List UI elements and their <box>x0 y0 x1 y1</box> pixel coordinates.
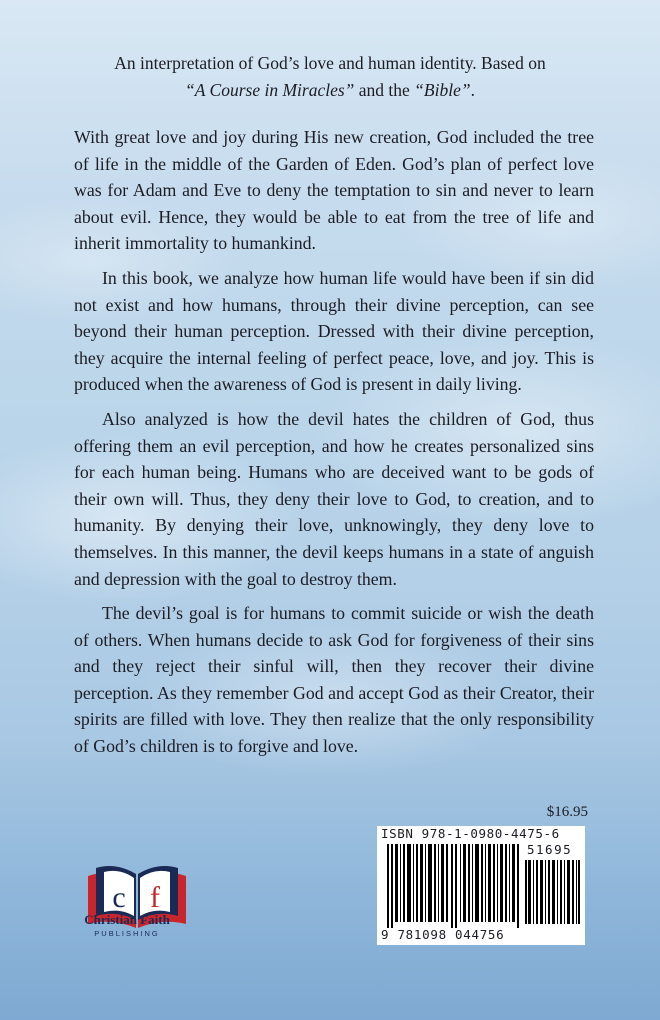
isbn-number: ISBN 978-1-0980-4475-6 <box>381 826 560 841</box>
publisher-name: Christian Faith <box>84 912 170 927</box>
publisher-subtitle: PUBLISHING <box>94 929 160 938</box>
tagline-and: and the <box>354 80 415 100</box>
logo-letter-c: c <box>112 881 126 914</box>
synopsis <box>74 124 594 768</box>
synopsis-paragraph-2: In this book, we analyze how human life would have been if sin did not exist and how humans, through their divine perception, can see beyond their human perception. Dressed with their divine perception, they acquire the internal feeling of perfect peace, love, and joy. This is produced when the awareness of God is present in daily living. <box>74 267 594 395</box>
open-book-monogram-icon <box>72 838 202 958</box>
synopsis-paragraph-1: With great love and joy during His new creation, God included the tree of life in the middle of the Garden of Eden. God’s plan of perfect love was for Adam and Eve to deny the temptation to sin and never to learn about evil. Hence, they would be able to eat from the tree of life and inherit immortality to humankind. <box>74 127 594 254</box>
ean-barcode-bars <box>387 844 521 928</box>
tagline <box>40 50 620 104</box>
tagline-book-1: “A Course in Miracles” <box>185 80 355 100</box>
tagline-line-1: An interpretation of God’s love and human identity. Based on <box>114 53 546 73</box>
price-label: $16.95 <box>546 804 588 820</box>
logo-letter-f: f <box>150 881 160 914</box>
addon-barcode-bars <box>525 860 581 924</box>
tagline-book-2: “Bible” <box>414 80 471 100</box>
addon-price-code: 51695 <box>527 842 573 857</box>
synopsis-paragraph-4: The devil’s goal is for humans to commit suicide or wish the death of others. When humans decide to ask God for forgiveness of their sins and they reject their sinful will, then they recover their divine perception. As they remember God and accept God as their Creator, their spirits are filled with love. They then realize that the only responsibility of God’s children is to forgive and love. <box>74 603 594 757</box>
isbn-barcode <box>377 826 585 945</box>
tagline-end: . <box>470 80 475 100</box>
ean-number: 9 781098 044756 <box>381 927 505 942</box>
synopsis-paragraph-3: Also analyzed is how the devil hates the children of God, thus offering them an evil perception, and how he creates personalized sins for each human being. Humans who are deceived want to be gods of their own will. Thus, they deny their love to God, to creation, and to humanity. By denying their love, unknowingly, they deny love to themselves. In this manner, the devil keeps humans in a state of anguish and depression with the goal to destroy them. <box>74 408 594 589</box>
